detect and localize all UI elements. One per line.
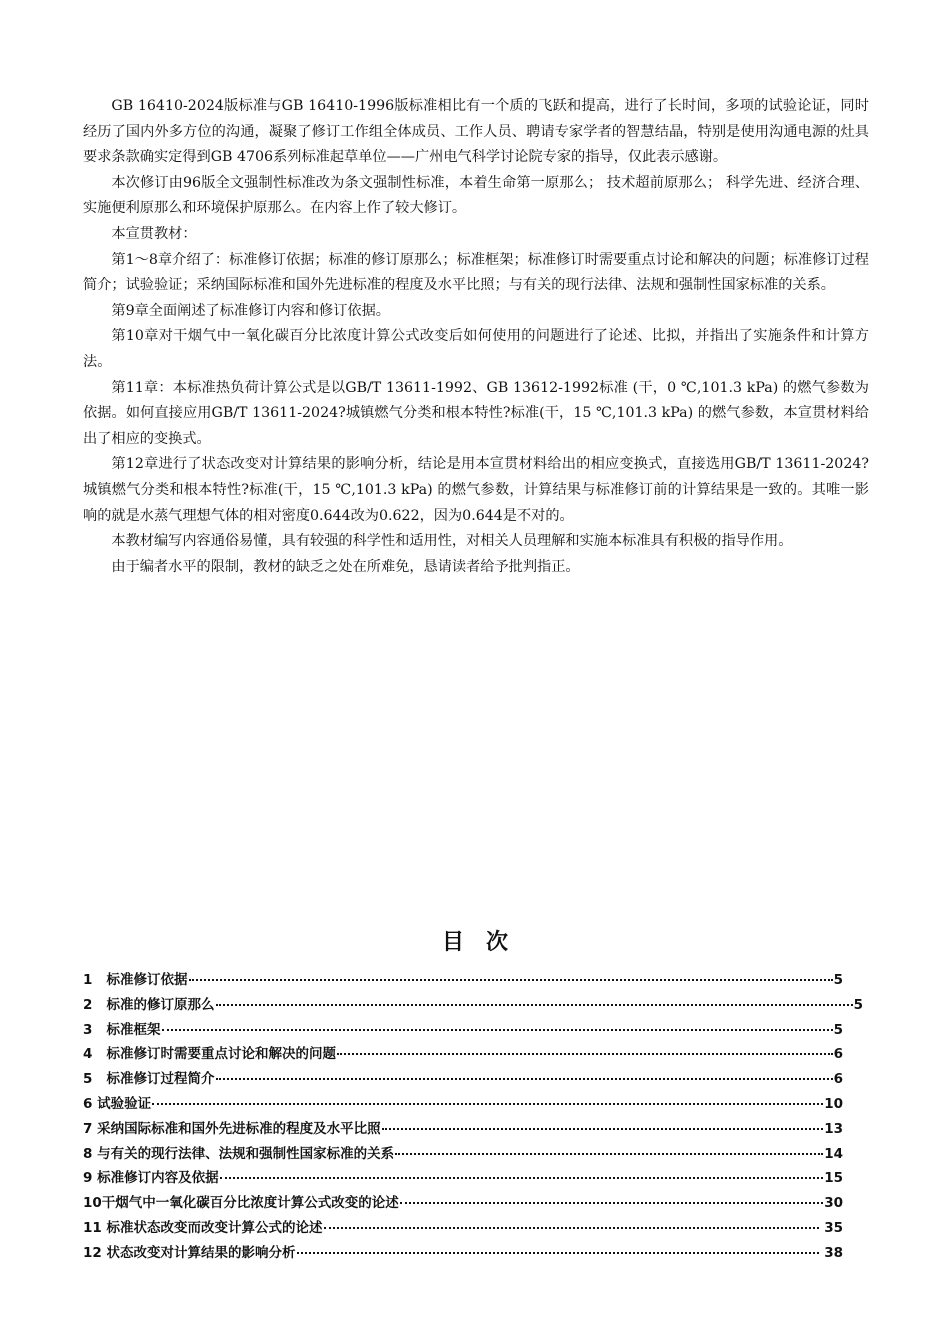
paragraph: 第11章：本标准热负荷计算公式是以GB/T 13611-1992、GB 13612-1992标准 (干，0 ℃,101.3 kPa) 的燃气参数为依据。如何直接应用GB/T 13611-2024?城镇燃气分类和根本特性?标准(干，15 ℃,101.3 kPa) 的燃气参数，本宣贯材料给出了相应的变换式。: [83, 379, 869, 447]
toc-entry-label: 标准修订时需要重点讨论和解决的问题: [106, 1046, 336, 1063]
paragraph: 第1～8章介绍了：标准修订依据；标准的修订原那么；标准框架；标准修订时需要重点讨论和解决的问题；标准修订过程简介；试验验证；采纳国际标准和国外先进标准的程度及水平比照；与有关的现行法律、法规和强制性国家标准的关系。: [83, 251, 869, 294]
toc-entry-number: 2: [83, 996, 107, 1013]
toc-entry-page: 6: [833, 1046, 843, 1063]
toc-entry-number: 4: [83, 1046, 107, 1063]
toc-entry-page: 13: [824, 1120, 843, 1137]
paragraph: 本宣贯教材：: [111, 225, 197, 242]
toc-entry-label: 标准修订依据: [106, 972, 188, 988]
toc-title: 目次: [441, 930, 530, 955]
toc-leader-dots: [216, 1064, 833, 1080]
toc-entry-number: 9: [83, 1170, 98, 1187]
toc-leader-dots: [216, 990, 853, 1006]
toc-leader-dots: [400, 1188, 823, 1204]
toc-entry-number: 12: [83, 1244, 107, 1261]
toc-entry-number: 7: [83, 1120, 98, 1137]
toc-entry-page: 15: [824, 1170, 843, 1187]
toc-leader-dots: [162, 1015, 833, 1031]
toc-entry-label: 标准修订过程简介: [106, 1071, 215, 1088]
toc-entry-label: 干烟气中一氧化碳百分比浓度计算公式改变的论述: [101, 1195, 399, 1212]
toc-entry-label: 采纳国际标准和国外先进标准的程度及水平比照: [97, 1120, 381, 1137]
toc-entry-page: 10: [824, 1095, 843, 1112]
toc-leader-dots: [220, 1163, 824, 1179]
toc-entry-label: 试验验证: [97, 1095, 152, 1112]
toc-leader-dots: [297, 1238, 819, 1254]
toc-entry-label: 与有关的现行法律、法规和强制性国家标准的关系: [97, 1145, 395, 1162]
paragraph: 第9章全面阐述了标准修订内容和修订依据。: [111, 302, 390, 319]
toc-leader-dots: [395, 1139, 823, 1155]
toc-entry-number: 5: [83, 1071, 107, 1088]
toc-entry-label: 状态改变对计算结果的影响分析: [106, 1244, 296, 1261]
paragraph: 本次修订由96版全文强制性标准改为条文强制性标准，本着生命第一原那么； 技术超前原那么； 科学先进、经济合理、实施便利原那么和环境保护原那么。在内容上作了较大修订。: [83, 174, 869, 217]
toc-leader-dots: [382, 1114, 824, 1130]
toc-entry-page: 6: [833, 1071, 843, 1088]
toc-entry-label: 标准状态改变而改变计算公式的论述: [106, 1219, 323, 1236]
toc-entry-number: 1: [83, 972, 107, 988]
toc-leader-dots: [189, 965, 833, 981]
toc-entry-page: 5: [833, 972, 843, 988]
toc-entry[interactable]: [83, 1241, 843, 1266]
toc-entry-number: 3: [83, 1021, 107, 1038]
paragraph: GB 16410-2024版标准与GB 16410-1996版标准相比有一个质的飞跃和提高，进行了长时间，多项的试验论证，同时经历了国内外多方位的沟通，凝聚了修订工作组全体成员、工作人员、聘请专家学者的智慧结晶，特别是使用沟通电源的灶具要求条款确实定得到GB 4706系列标准起草单位——广州电气科学讨论院专家的指导，仅此表示感谢。: [83, 98, 869, 166]
toc-entry-page: 14: [824, 1145, 843, 1162]
toc-entry-page: 30: [824, 1195, 843, 1212]
toc-entry-label: 标准框架: [106, 1021, 161, 1038]
preface-text: [83, 94, 869, 580]
toc-entry-page: 5: [833, 1021, 843, 1038]
toc-entry-label: 标准修订内容及依据: [97, 1170, 219, 1187]
paragraph: 本教材编写内容通俗易懂，具有较强的科学性和适用性，对相关人员理解和实施本标准具有积极的指导作用。: [111, 533, 793, 550]
toc-entry-number: 10: [83, 1195, 102, 1212]
toc-entry-page: 5: [853, 996, 863, 1013]
toc-entry-number: 11: [83, 1219, 107, 1236]
toc-leader-dots: [152, 1089, 823, 1105]
toc-entry-label: 标准的修订原那么: [106, 996, 215, 1013]
paragraph: 第12章进行了状态改变对计算结果的影响分析，结论是用本宣贯材料给出的相应变换式，直接选用GB/T 13611-2024?城镇燃气分类和根本特性?标准(干，15 ℃,101.3 kPa) 的燃气参数，计算结果与标准修订前的计算结果是一致的。其唯一影响的就是水蒸气理想气体的相对密度0.644改为0.622，因为0.644是不对的。: [83, 456, 869, 524]
paragraph: 由于编者水平的限制，教材的缺乏之处在所难免，恳请读者给予批判指正。: [111, 558, 580, 575]
toc-leader-dots: [337, 1039, 833, 1055]
toc-entry-page: 35: [819, 1219, 843, 1236]
toc-leader-dots: [324, 1213, 819, 1229]
paragraph: 第10章对干烟气中一氧化碳百分比浓度计算公式改变后如何使用的问题进行了论述、比拟，并指出了实施条件和计算方法。: [83, 328, 869, 370]
toc-entry-number: 8: [83, 1145, 98, 1162]
toc-entry-number: 6: [83, 1095, 98, 1112]
toc-entry-page: 38: [819, 1244, 843, 1261]
table-of-contents: [83, 968, 863, 1266]
